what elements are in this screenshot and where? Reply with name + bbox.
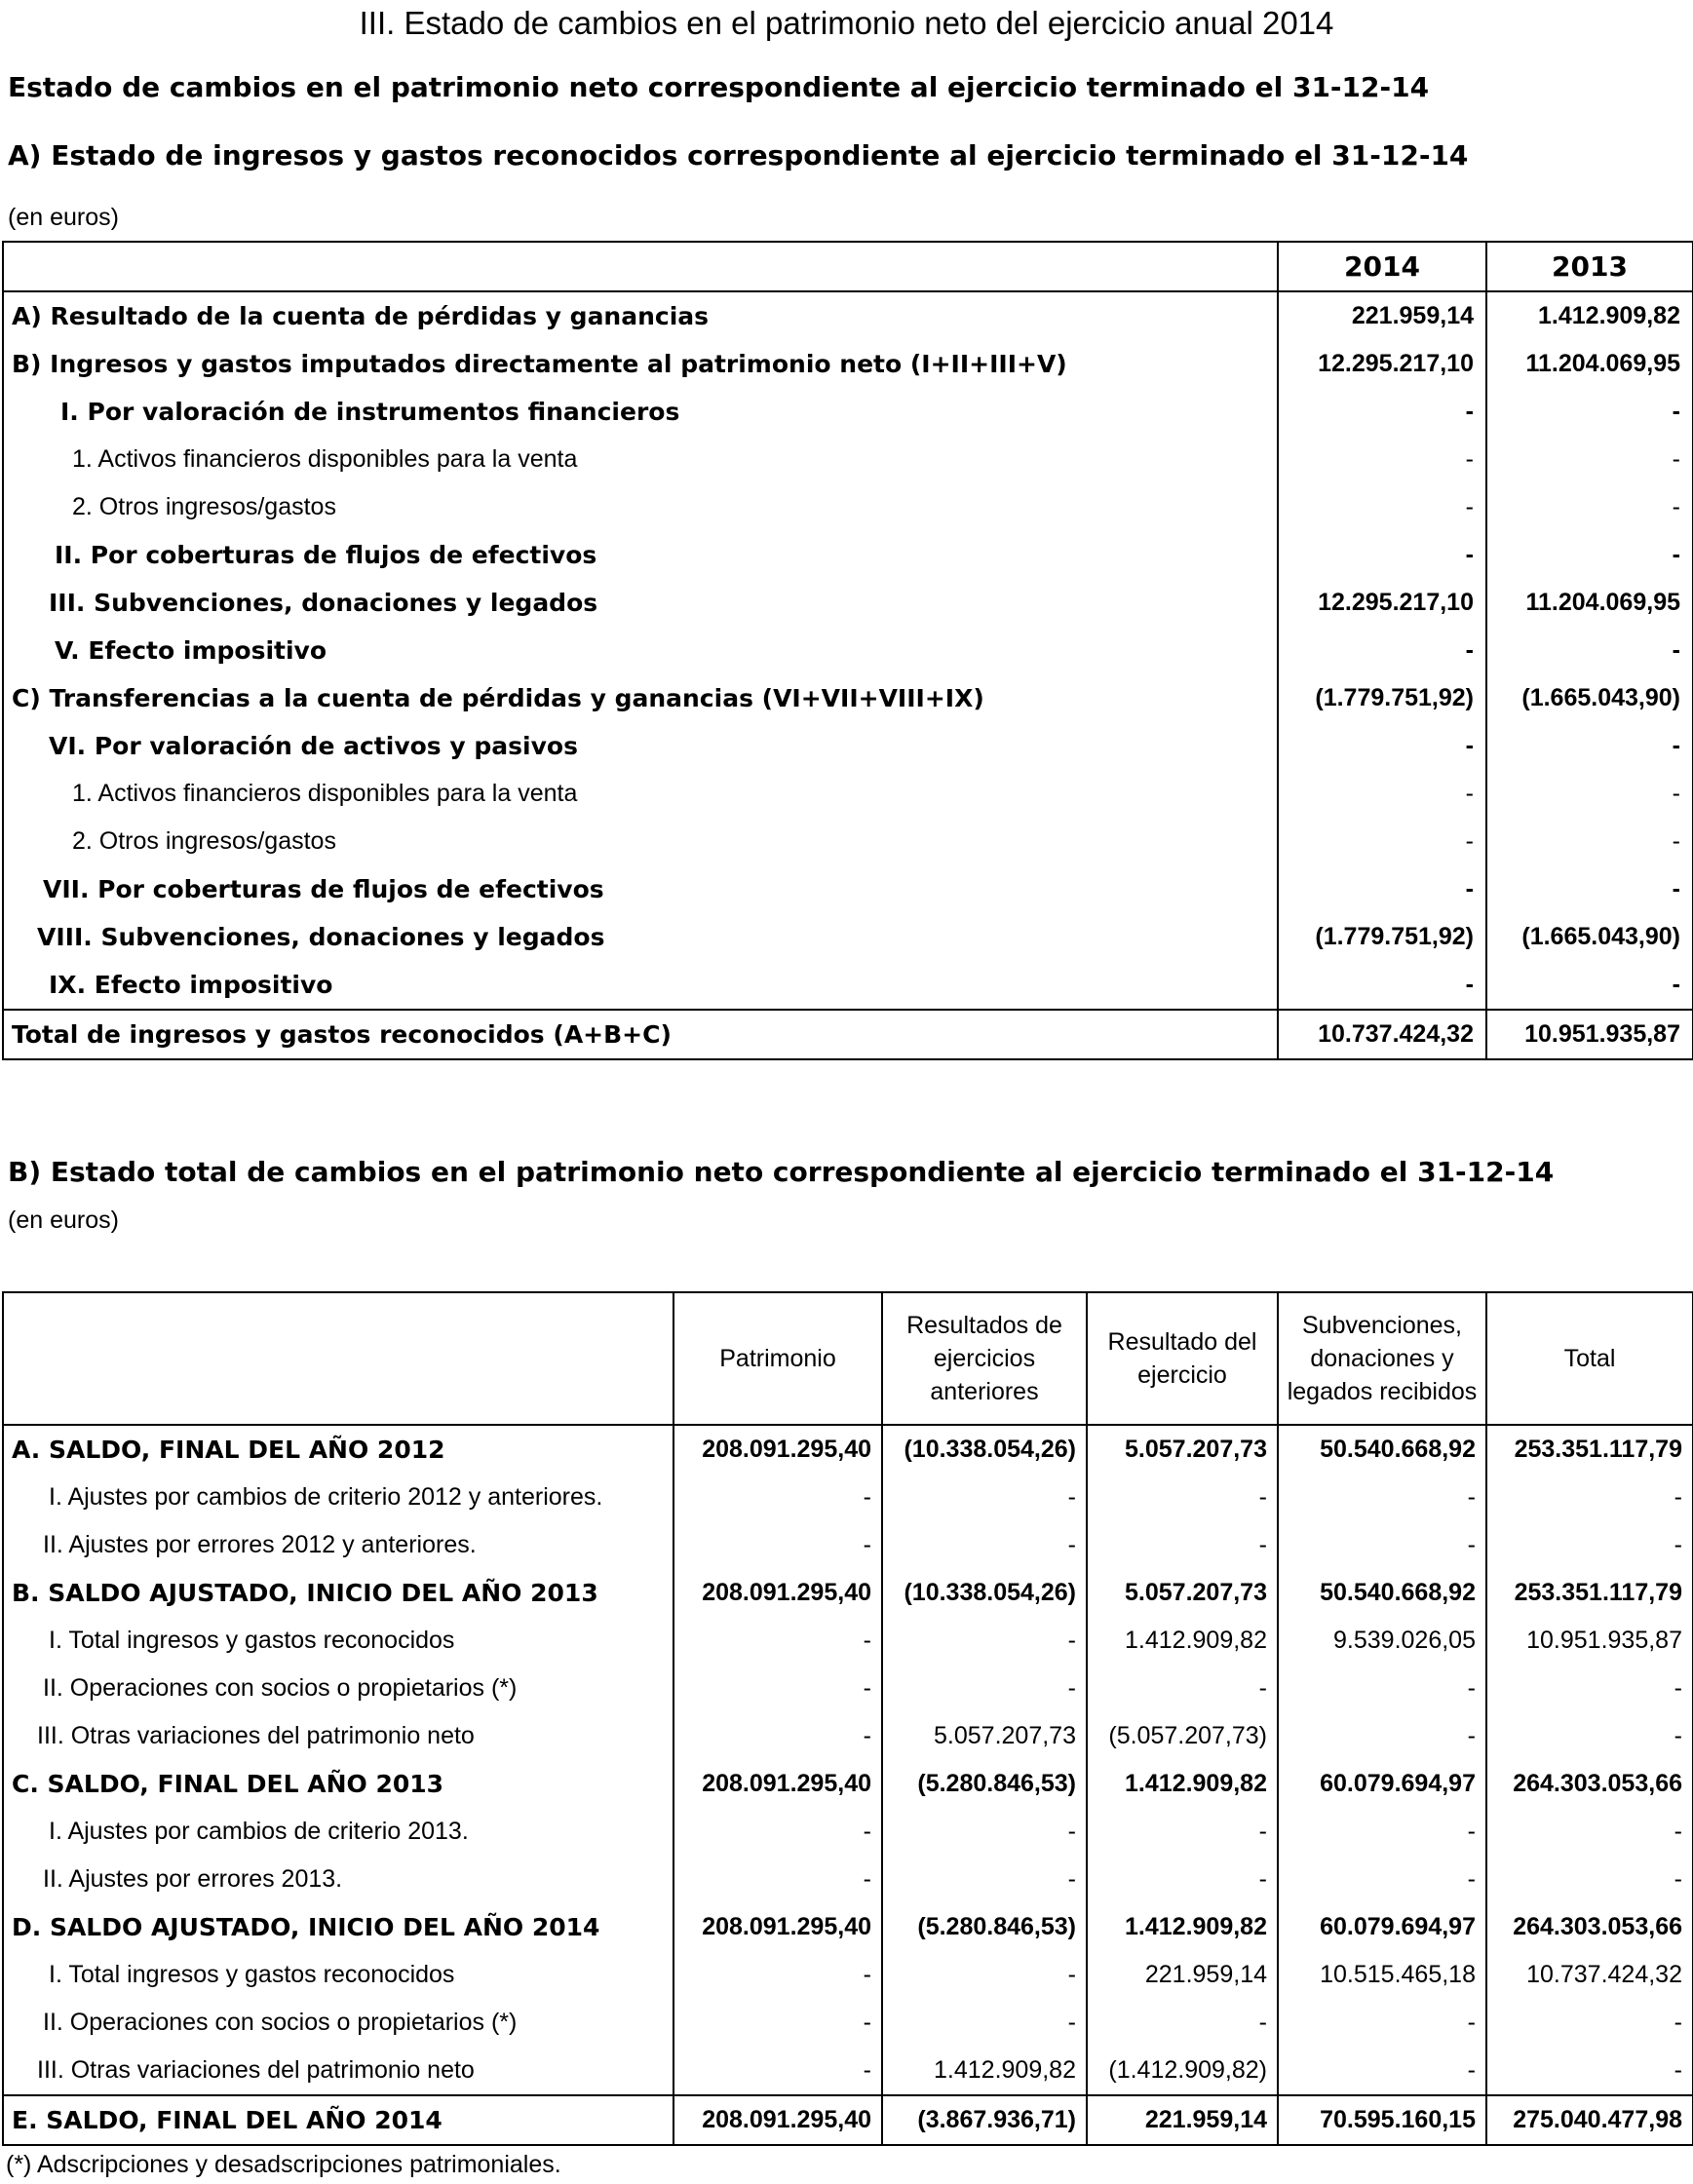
row-label: B) Ingresos y gastos imputados directamente al patrimonio neto (I+II+III+V) [12,350,1067,378]
value-total: - [1486,1474,1693,1521]
section-a-units: (en euros) [8,204,119,231]
value-2014: (1.779.751,92) [1278,674,1486,722]
table-header-row [3,1292,1693,1425]
row-label: II. Ajustes por errores 2012 y anteriores. [43,1531,477,1558]
row-label: A. SALDO, FINAL DEL AÑO 2012 [12,1436,445,1464]
value-resultados-anteriores: - [882,1521,1087,1569]
value-resultado-ejercicio: 5.057.207,73 [1087,1425,1278,1474]
value-subvenciones: - [1278,1999,1486,2047]
value-total: - [1486,1999,1693,2047]
value-2014: 12.295.217,10 [1278,340,1486,388]
value-patrimonio: - [673,2047,882,2095]
value-total: 10.737.424,32 [1486,1951,1693,1999]
value-2014: 12.295.217,10 [1278,579,1486,627]
table-row [3,483,1693,531]
column-header-patrimonio: Patrimonio [673,1292,882,1425]
value-2013: 1.412.909,82 [1486,291,1693,340]
footnote: (*) Adscripciones y desadscripciones patrimoniales. [6,2151,561,2178]
table-row [3,818,1693,865]
table-row [3,579,1693,627]
value-resultados-anteriores: - [882,1474,1087,1521]
total-label: Total de ingresos y gastos reconocidos (A+B+C) [3,1010,1278,1059]
value-2014: - [1278,961,1486,1010]
value-resultado-ejercicio: 221.959,14 [1087,2095,1278,2145]
row-label: D. SALDO AJUSTADO, INICIO DEL AÑO 2014 [12,1913,600,1941]
value-2014: - [1278,865,1486,913]
row-label: V. Efecto impositivo [55,636,327,665]
row-label: VI. Por valoración de activos y pasivos [49,732,578,760]
row-label: II. Operaciones con socios o propietarios (*) [43,1674,518,1702]
value-subvenciones: 60.079.694,97 [1278,1760,1486,1808]
value-resultados-anteriores: - [882,1665,1087,1712]
final-balance-row [3,2095,1693,2145]
table-row [3,1665,1693,1712]
balance-row [3,1903,1693,1951]
value-subvenciones: - [1278,1474,1486,1521]
income-expense-table [2,241,1693,1060]
value-2014: - [1278,531,1486,579]
value-patrimonio: 208.091.295,40 [673,1903,882,1951]
row-label: I. Total ingresos y gastos reconocidos [49,1627,455,1654]
row-label: II. Ajustes por errores 2013. [43,1865,343,1893]
value-2013: 11.204.069,95 [1486,340,1693,388]
value-subvenciones: 60.079.694,97 [1278,1903,1486,1951]
value-2013: - [1486,722,1693,770]
value-patrimonio: 208.091.295,40 [673,1569,882,1617]
page-title: III. Estado de cambios en el patrimonio neto del ejercicio anual 2014 [359,5,1334,41]
value-total: 253.351.117,79 [1486,1569,1693,1617]
balance-row [3,1569,1693,1617]
column-header-total: Total [1486,1292,1693,1425]
section-a-heading: A) Estado de ingresos y gastos reconocidos correspondiente al ejercicio terminado el 31-12-14 [8,139,1469,172]
value-patrimonio: - [673,1474,882,1521]
table-header-row [3,242,1693,291]
row-label: I. Ajustes por cambios de criterio 2013. [49,1818,469,1845]
table-row [3,913,1693,961]
value-resultado-ejercicio: - [1087,1665,1278,1712]
value-subvenciones: - [1278,2047,1486,2095]
value-resultados-anteriores: (10.338.054,26) [882,1425,1087,1474]
table-row [3,1856,1693,1903]
value-total: 264.303.053,66 [1486,1903,1693,1951]
row-label: 1. Activos financieros disponibles para la venta [72,780,578,807]
value-2014: - [1278,770,1486,818]
column-header-2013: 2013 [1486,242,1693,291]
value-2013: - [1486,818,1693,865]
value-patrimonio: - [673,1665,882,1712]
total-value-2013: 10.951.935,87 [1486,1010,1693,1059]
value-patrimonio: - [673,1808,882,1856]
row-label: II. Operaciones con socios o propietarios (*) [43,2009,518,2036]
value-patrimonio: 208.091.295,40 [673,1425,882,1474]
value-2013: 11.204.069,95 [1486,579,1693,627]
table-row [3,531,1693,579]
value-2014: - [1278,627,1486,674]
table-row [3,436,1693,483]
equity-changes-table-body [3,1425,1693,2145]
balance-row [3,1760,1693,1808]
value-total: 275.040.477,98 [1486,2095,1693,2145]
header-blank-cell [3,242,1278,291]
table-row [3,388,1693,436]
income-expense-table-body [3,291,1693,1059]
value-subvenciones: - [1278,1521,1486,1569]
row-label: B. SALDO AJUSTADO, INICIO DEL AÑO 2013 [12,1579,598,1607]
value-subvenciones: 50.540.668,92 [1278,1569,1486,1617]
table-row [3,291,1693,340]
value-resultados-anteriores: (10.338.054,26) [882,1569,1087,1617]
table-row [3,1999,1693,2047]
value-resultados-anteriores: - [882,1999,1087,2047]
section-b-units: (en euros) [8,1207,119,1234]
value-subvenciones: - [1278,1808,1486,1856]
row-label: III. Otras variaciones del patrimonio neto [37,2056,475,2084]
value-patrimonio: - [673,1951,882,1999]
value-2014: - [1278,436,1486,483]
value-resultado-ejercicio: 1.412.909,82 [1087,1617,1278,1665]
value-resultado-ejercicio: - [1087,1808,1278,1856]
value-subvenciones: 9.539.026,05 [1278,1617,1486,1665]
value-2014: - [1278,818,1486,865]
value-resultados-anteriores: (3.867.936,71) [882,2095,1087,2145]
row-label: 2. Otros ingresos/gastos [72,493,336,520]
table-row [3,340,1693,388]
table-row [3,1951,1693,1999]
row-label: I. Por valoración de instrumentos financieros [60,398,680,426]
column-header-resultado-ejercicio: Resultado del ejercicio [1087,1292,1278,1425]
row-label: A) Resultado de la cuenta de pérdidas y ganancias [12,302,710,330]
value-resultado-ejercicio: 221.959,14 [1087,1951,1278,1999]
value-patrimonio: - [673,1999,882,2047]
value-resultados-anteriores: - [882,1808,1087,1856]
value-subvenciones: 70.595.160,15 [1278,2095,1486,2145]
value-subvenciones: - [1278,1665,1486,1712]
table-row [3,627,1693,674]
table-row [3,1474,1693,1521]
table-row [3,674,1693,722]
table-row [3,1617,1693,1665]
value-2014: - [1278,483,1486,531]
header-blank-cell [3,1292,673,1425]
table-row [3,961,1693,1010]
row-label: II. Por coberturas de flujos de efectivos [55,541,597,569]
value-subvenciones: 10.515.465,18 [1278,1951,1486,1999]
value-2014: - [1278,388,1486,436]
value-resultados-anteriores: 1.412.909,82 [882,2047,1087,2095]
total-row [3,1010,1693,1059]
value-2014: - [1278,722,1486,770]
row-label: III. Subvenciones, donaciones y legados [49,589,598,617]
value-resultados-anteriores: (5.280.846,53) [882,1903,1087,1951]
column-header-2014: 2014 [1278,242,1486,291]
column-header-resultados-anteriores: Resultados de ejercicios anteriores [882,1292,1087,1425]
value-resultado-ejercicio: - [1087,1856,1278,1903]
value-2013: - [1486,865,1693,913]
value-resultado-ejercicio: 1.412.909,82 [1087,1760,1278,1808]
table-row [3,1712,1693,1760]
value-resultado-ejercicio: - [1087,1521,1278,1569]
value-resultado-ejercicio: (1.412.909,82) [1087,2047,1278,2095]
value-2013: (1.665.043,90) [1486,674,1693,722]
value-resultados-anteriores: - [882,1951,1087,1999]
table-row [3,2047,1693,2095]
value-total: - [1486,1808,1693,1856]
row-label: C) Transferencias a la cuenta de pérdidas y ganancias (VI+VII+VIII+IX) [12,684,984,712]
row-label: 1. Activos financieros disponibles para la venta [72,445,578,473]
value-2014: (1.779.751,92) [1278,913,1486,961]
value-patrimonio: 208.091.295,40 [673,1760,882,1808]
row-label: III. Otras variaciones del patrimonio neto [37,1722,475,1749]
value-2013: - [1486,770,1693,818]
value-2014: 221.959,14 [1278,291,1486,340]
table-row [3,865,1693,913]
value-total: - [1486,1856,1693,1903]
value-resultados-anteriores: (5.280.846,53) [882,1760,1087,1808]
value-2013: - [1486,531,1693,579]
row-label: C. SALDO, FINAL DEL AÑO 2013 [12,1770,444,1798]
value-patrimonio: - [673,1712,882,1760]
value-resultado-ejercicio: (5.057.207,73) [1087,1712,1278,1760]
value-patrimonio: - [673,1617,882,1665]
balance-row [3,1425,1693,1474]
value-2013: - [1486,483,1693,531]
table-row [3,1521,1693,1569]
value-2013: - [1486,961,1693,1010]
table-row [3,770,1693,818]
row-label: VII. Por coberturas de flujos de efectivos [43,875,604,903]
row-label: VIII. Subvenciones, donaciones y legados [37,923,605,951]
value-subvenciones: - [1278,1856,1486,1903]
value-total: 253.351.117,79 [1486,1425,1693,1474]
value-resultados-anteriores: - [882,1617,1087,1665]
value-total: 10.951.935,87 [1486,1617,1693,1665]
value-resultado-ejercicio: 5.057.207,73 [1087,1569,1278,1617]
value-2013: - [1486,627,1693,674]
table-row [3,1808,1693,1856]
equity-changes-table [2,1291,1693,2146]
value-total: - [1486,1665,1693,1712]
value-subvenciones: - [1278,1712,1486,1760]
row-label: E. SALDO, FINAL DEL AÑO 2014 [3,2095,673,2145]
table-row [3,722,1693,770]
value-resultado-ejercicio: - [1087,1999,1278,2047]
value-patrimonio: - [673,1521,882,1569]
section-b-heading: B) Estado total de cambios en el patrimonio neto correspondiente al ejercicio terminado el 31-12-14 [8,1156,1555,1188]
value-2013: - [1486,388,1693,436]
value-patrimonio: 208.091.295,40 [673,2095,882,2145]
row-label: 2. Otros ingresos/gastos [72,827,336,855]
value-subvenciones: 50.540.668,92 [1278,1425,1486,1474]
value-resultado-ejercicio: - [1087,1474,1278,1521]
value-total: - [1486,1521,1693,1569]
value-patrimonio: - [673,1856,882,1903]
row-label: I. Total ingresos y gastos reconocidos [49,1961,455,1988]
total-value-2014: 10.737.424,32 [1278,1010,1486,1059]
value-resultados-anteriores: - [882,1856,1087,1903]
row-label: I. Ajustes por cambios de criterio 2012 y anteriores. [49,1483,603,1511]
row-label: IX. Efecto impositivo [49,971,333,999]
value-resultados-anteriores: 5.057.207,73 [882,1712,1087,1760]
value-total: - [1486,1712,1693,1760]
value-2013: (1.665.043,90) [1486,913,1693,961]
value-2013: - [1486,436,1693,483]
value-resultado-ejercicio: 1.412.909,82 [1087,1903,1278,1951]
main-heading: Estado de cambios en el patrimonio neto correspondiente al ejercicio terminado el 31-12-14 [8,71,1430,103]
value-total: - [1486,2047,1693,2095]
value-total: 264.303.053,66 [1486,1760,1693,1808]
column-header-subvenciones: Subvenciones, donaciones y legados recibidos [1278,1292,1486,1425]
